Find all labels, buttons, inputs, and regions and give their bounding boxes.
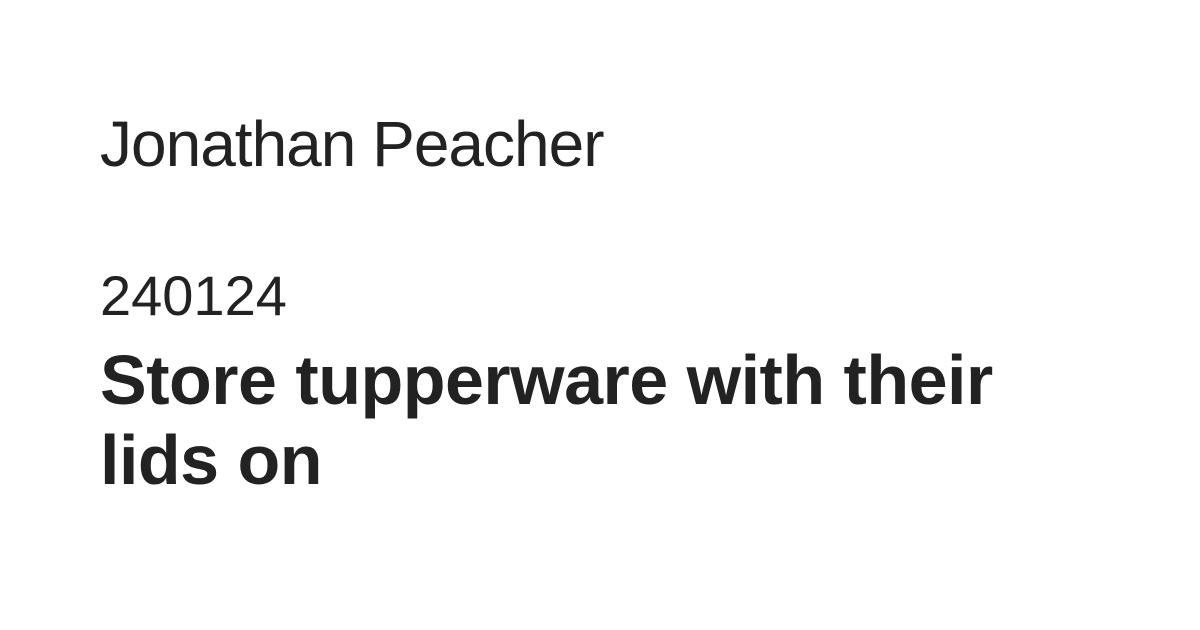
post-date: 240124 — [100, 264, 287, 327]
author-name: Jonathan Peacher — [100, 108, 604, 180]
post-title: Store tupperware with their lids on — [100, 341, 993, 499]
